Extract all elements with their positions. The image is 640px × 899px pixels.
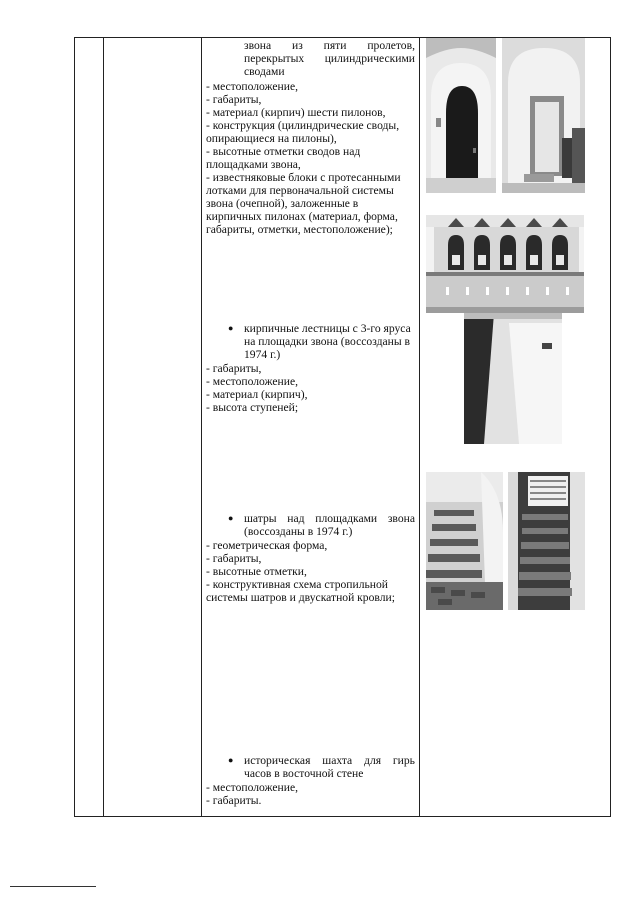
bullet-word: звона [387, 512, 415, 525]
heading-word: звона [244, 39, 272, 52]
section3-item: - геометрическая форма, [206, 539, 328, 552]
section1-item: габариты, отметки, местоположение); [206, 223, 393, 236]
section2-item: - габариты, [206, 362, 262, 375]
bullet-word: для [364, 754, 382, 767]
section2-bullet: 1974 г.) [244, 348, 281, 361]
table-col-line-3 [201, 37, 202, 817]
heading-word: из [291, 39, 303, 52]
section2-bullet: кирпичные лестницы с 3-го яруса [244, 322, 411, 335]
brick-stairs-left-photo [426, 472, 503, 610]
section1-item: опирающиеся на пилоны), [206, 132, 337, 145]
section3-bullet: (воссозданы в 1974 г.) [244, 525, 353, 538]
bullet-word: над [287, 512, 305, 525]
section1-item: - местоположение, [206, 80, 298, 93]
section2-item: - высота ступеней; [206, 401, 299, 414]
heading-word: пролетов, [367, 39, 415, 52]
table-col-line-5 [610, 37, 611, 817]
heading-line-2 [244, 52, 415, 65]
heading-word: пяти [323, 39, 347, 52]
bullet-word: историческая [244, 754, 311, 767]
section1-item: кирпичных пилонах (материал, форма, [206, 210, 398, 223]
table-bottom-border [74, 816, 611, 817]
bullet-icon: ● [228, 323, 234, 333]
table-col-line-4 [419, 37, 420, 817]
section1-item: - материал (кирпич) шести пилонов, [206, 106, 386, 119]
section1-item: - высотные отметки сводов над [206, 145, 361, 158]
arched-doorway-photo [426, 38, 496, 193]
section3-item: - конструктивная схема стропильной [206, 578, 388, 591]
bullet-icon: ● [228, 755, 234, 765]
section4-bullet: часов в восточной стене [244, 767, 364, 780]
heading-line-1 [244, 39, 415, 52]
section2-item: - материал (кирпич), [206, 388, 308, 401]
staircase-photo [464, 313, 562, 444]
section1-item: - известняковые блоки с протесанными [206, 171, 401, 184]
section4-item: - габариты. [206, 794, 262, 807]
section3-item: - высотные отметки, [206, 565, 307, 578]
section3-item: системы шатров и двускатной кровли; [206, 591, 395, 604]
belfry-facade-photo [426, 215, 584, 313]
section4-item: - местоположение, [206, 781, 298, 794]
section1-item: звона (очепной), заложенные в [206, 197, 359, 210]
bullet-word: шатры [244, 512, 277, 525]
footnote-separator [10, 886, 96, 887]
bullet-icon: ● [228, 513, 234, 523]
heading-word: перекрытых [244, 52, 305, 65]
section1-item: - конструкция (цилиндрические своды, [206, 119, 400, 132]
heading-word: цилиндрическими [324, 52, 415, 65]
section1-item: лотками для первоначальной системы [206, 184, 394, 197]
table-col-line-2 [103, 37, 104, 817]
section3-bullet [244, 512, 415, 525]
section1-item: площадками звона, [206, 158, 301, 171]
arched-window-photo [502, 38, 585, 193]
section3-item: - габариты, [206, 552, 262, 565]
section4-bullet [244, 754, 415, 767]
bullet-word: гирь [392, 754, 415, 767]
bullet-word: площадками [315, 512, 378, 525]
table-col-line-1 [74, 37, 75, 817]
section2-item: - местоположение, [206, 375, 298, 388]
section2-bullet: на площадки звона (воссозданы в [244, 335, 410, 348]
heading-line-3: сводами [244, 65, 285, 78]
section1-item: - габариты, [206, 93, 262, 106]
bullet-word: шахта [322, 754, 353, 767]
brick-stairs-right-photo [508, 472, 585, 610]
